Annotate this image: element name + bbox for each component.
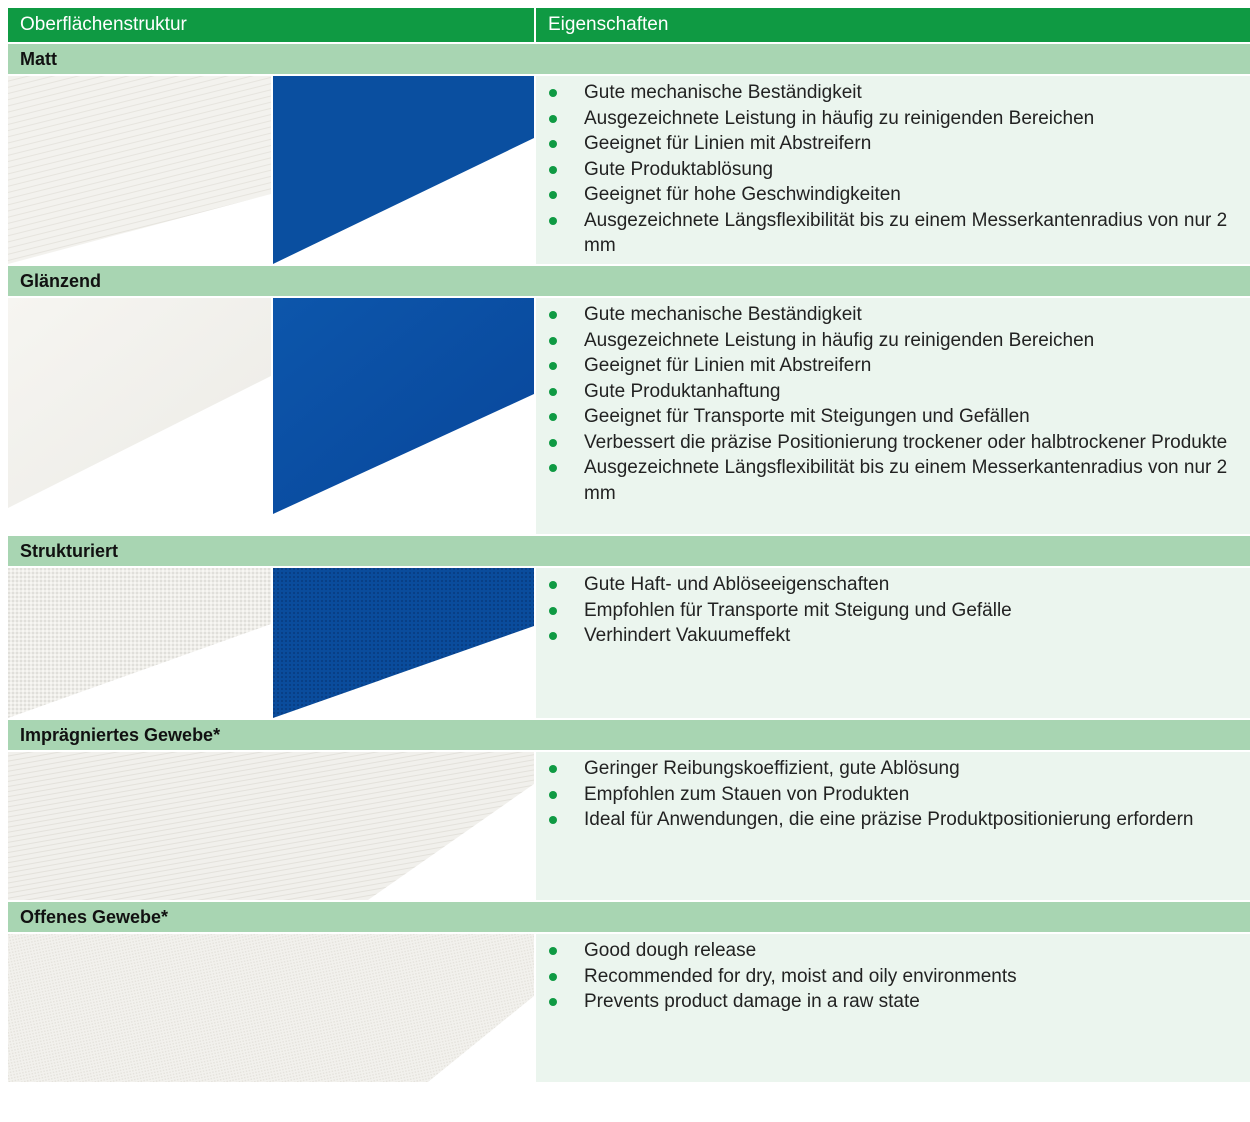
blue-structured-icon [273, 568, 534, 718]
bullet-icon [549, 115, 557, 123]
list-item: Gute mechanische Beständigkeit [536, 302, 1240, 328]
surface-table [8, 8, 1250, 1082]
list-item: Geeignet für Linien mit Abstreifern [536, 353, 1240, 379]
section-row-structured [8, 568, 1250, 718]
list-item: Geringer Reibungskoeffizient, gute Ablösung [536, 756, 1240, 782]
bullet-icon [549, 388, 557, 396]
swatch-images [8, 934, 534, 1082]
list-item: Gute Haft- und Ablöseeigenschaften [536, 572, 1240, 598]
list-item: Ausgezeichnete Längsflexibilität bis zu einem Messerkantenradius von nur 2 mm [536, 208, 1240, 259]
list-item: Geeignet für Transporte mit Steigungen und Gefällen [536, 404, 1240, 430]
bullet-icon [549, 439, 557, 447]
table-header [8, 8, 1250, 42]
bullet-icon [549, 413, 557, 421]
properties-list-glossy [536, 298, 1250, 534]
list-item: Ausgezeichnete Leistung in häufig zu reinigenden Bereichen [536, 106, 1240, 132]
section-title-open-fabric: Offenes Gewebe* [8, 902, 1250, 932]
bullet-icon [549, 89, 557, 97]
bullet-icon [549, 791, 557, 799]
section-title-structured: Strukturiert [8, 536, 1250, 566]
swatch-images [8, 298, 534, 534]
list-item: Prevents product damage in a raw state [536, 989, 1240, 1015]
list-item: Empfohlen für Transporte mit Steigung und Gefälle [536, 598, 1240, 624]
white-structured-icon [8, 568, 271, 718]
properties-list-open-fabric [536, 934, 1250, 1082]
header-properties: Eigenschaften [536, 8, 1250, 42]
properties-list-impregnated-fabric [536, 752, 1250, 900]
properties-list-structured [536, 568, 1250, 718]
white-glossy-icon [8, 298, 271, 534]
list-item: Verhindert Vakuumeffekt [536, 623, 1240, 649]
list-item: Gute mechanische Beständigkeit [536, 80, 1240, 106]
section-title-impregnated-fabric: Imprägniertes Gewebe* [8, 720, 1250, 750]
white-matt-icon [8, 76, 271, 264]
bullet-icon [549, 998, 557, 1006]
list-item: Ausgezeichnete Leistung in häufig zu reinigenden Bereichen [536, 328, 1240, 354]
section-row-matt [8, 76, 1250, 264]
list-item: Geeignet für hohe Geschwindigkeiten [536, 182, 1240, 208]
bullet-icon [549, 607, 557, 615]
section-row-open-fabric [8, 934, 1250, 1082]
bullet-icon [549, 166, 557, 174]
open-fabric-icon [8, 934, 534, 1082]
list-item: Ausgezeichnete Längsflexibilität bis zu einem Messerkantenradius von nur 2 mm [536, 455, 1240, 506]
section-row-glossy [8, 298, 1250, 534]
blue-glossy-icon [273, 298, 534, 534]
bullet-icon [549, 816, 557, 824]
list-item: Gute Produktablösung [536, 157, 1240, 183]
bullet-icon [549, 765, 557, 773]
list-item: Ideal für Anwendungen, die eine präzise Produktpositionierung erfordern [536, 807, 1240, 833]
swatch-images [8, 76, 534, 264]
bullet-icon [549, 973, 557, 981]
impregnated-fabric-icon [8, 752, 534, 900]
list-item: Recommended for dry, moist and oily environments [536, 964, 1240, 990]
bullet-icon [549, 581, 557, 589]
bullet-icon [549, 217, 557, 225]
properties-list-matt [536, 76, 1250, 264]
header-surface-structure: Oberflächenstruktur [8, 8, 534, 42]
blue-matt-icon [273, 76, 534, 264]
bullet-icon [549, 632, 557, 640]
list-item: Empfohlen zum Stauen von Produkten [536, 782, 1240, 808]
swatch-images [8, 752, 534, 900]
bullet-icon [549, 947, 557, 955]
bullet-icon [549, 337, 557, 345]
bullet-icon [549, 191, 557, 199]
bullet-icon [549, 362, 557, 370]
list-item: Geeignet für Linien mit Abstreifern [536, 131, 1240, 157]
list-item: Good dough release [536, 938, 1240, 964]
section-title-glossy: Glänzend [8, 266, 1250, 296]
bullet-icon [549, 464, 557, 472]
bullet-icon [549, 311, 557, 319]
swatch-images [8, 568, 534, 718]
section-title-matt: Matt [8, 44, 1250, 74]
section-row-impregnated-fabric [8, 752, 1250, 900]
bullet-icon [549, 140, 557, 148]
list-item: Gute Produktanhaftung [536, 379, 1240, 405]
list-item: Verbessert die präzise Positionierung trockener oder halbtrockener Produkte [536, 430, 1240, 456]
